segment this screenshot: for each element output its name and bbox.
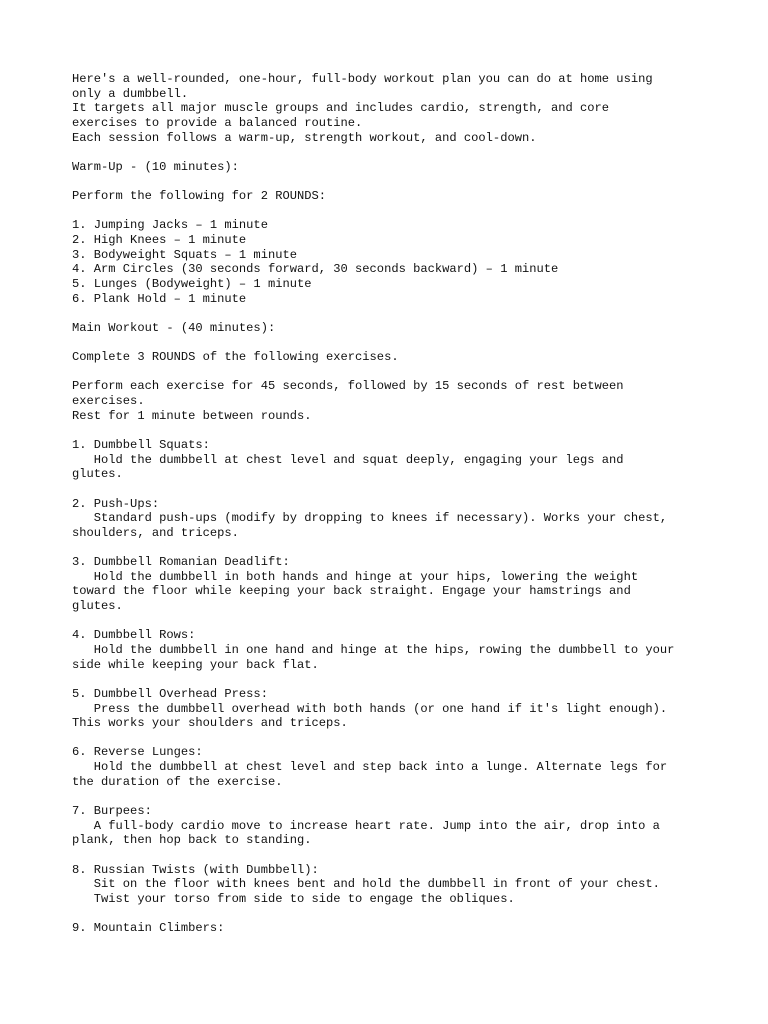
text-line: 6. Plank Hold – 1 minute (72, 291, 247, 306)
blank-line (72, 907, 712, 922)
text-line: Hold the dumbbell at chest level and squat deeply, engaging your legs and (72, 452, 624, 467)
blank-line (72, 306, 712, 321)
text-line: shoulders, and triceps. (72, 525, 239, 540)
text-line: 1. Dumbbell Squats: (72, 438, 210, 453)
blank-line (72, 541, 712, 556)
text-line: Perform the following for 2 ROUNDS: (72, 189, 327, 204)
document-page (72, 72, 712, 936)
text-line: 4. Dumbbell Rows: (72, 628, 196, 643)
text-line: glutes. (72, 599, 123, 614)
text-line: A full-body cardio move to increase heart rate. Jump into the air, drop into a (72, 818, 660, 833)
text-line: 9. Mountain Climbers: (72, 921, 225, 936)
text-line: 2. Push-Ups: (72, 496, 160, 511)
blank-line (72, 174, 712, 189)
text-line: 8. Russian Twists (with Dumbbell): (72, 862, 319, 877)
text-line: Here's a well-rounded, one-hour, full-body workout plan you can do at home using (72, 72, 653, 86)
blank-line (72, 423, 712, 438)
text-line: Perform each exercise for 45 seconds, followed by 15 seconds of rest between (72, 379, 624, 394)
text-line: This works your shoulders and triceps. (72, 716, 348, 731)
text-line: Standard push-ups (modify by dropping to knees if necessary). Works your chest, (72, 511, 668, 526)
blank-line (72, 848, 712, 863)
text-line: glutes. (72, 467, 123, 482)
blank-line (72, 365, 712, 380)
text-line: 3. Dumbbell Romanian Deadlift: (72, 555, 290, 570)
blank-line (72, 731, 712, 746)
text-line: Twist your torso from side to side to engage the obliques. (72, 891, 515, 906)
text-line: 3. Bodyweight Squats – 1 minute (72, 247, 297, 262)
blank-line (72, 336, 712, 351)
text-line: 4. Arm Circles (30 seconds forward, 30 seconds backward) – 1 minute (72, 262, 559, 277)
text-line: Hold the dumbbell in both hands and hinge at your hips, lowering the weight (72, 569, 639, 584)
text-line: Hold the dumbbell at chest level and step back into a lunge. Alternate legs for (72, 760, 668, 775)
text-line: 6. Reverse Lunges: (72, 745, 203, 760)
text-line: Sit on the floor with knees bent and hold the dumbbell in front of your chest. (72, 877, 660, 892)
text-line: plank, then hop back to standing. (72, 833, 312, 848)
text-line: Each session follows a warm-up, strength workout, and cool-down. (72, 130, 537, 145)
text-line: exercises to provide a balanced routine. (72, 115, 363, 130)
text-line: 5. Dumbbell Overhead Press: (72, 686, 268, 701)
blank-line (72, 789, 712, 804)
text-line: Press the dumbbell overhead with both hands (or one hand if it's light enough). (72, 701, 668, 716)
blank-line (72, 482, 712, 497)
text-line: 5. Lunges (Bodyweight) – 1 minute (72, 276, 312, 291)
text-line: It targets all major muscle groups and includes cardio, strength, and core (72, 101, 610, 116)
text-line: Main Workout - (40 minutes): (72, 320, 276, 335)
text-line: 1. Jumping Jacks – 1 minute (72, 218, 268, 233)
text-line: 2. High Knees – 1 minute (72, 233, 247, 248)
text-line: Warm-Up - (10 minutes): (72, 159, 239, 174)
text-line: Complete 3 ROUNDS of the following exercises. (72, 350, 399, 365)
text-line: 7. Burpees: (72, 804, 152, 819)
blank-line (72, 672, 712, 687)
text-line: only a dumbbell. (72, 86, 189, 101)
text-line: Rest for 1 minute between rounds. (72, 408, 312, 423)
text-line: toward the floor while keeping your back straight. Engage your hamstrings and (72, 584, 631, 599)
text-line: side while keeping your back flat. (72, 657, 319, 672)
blank-line (72, 204, 712, 219)
text-line: exercises. (72, 394, 145, 409)
text-line: Hold the dumbbell in one hand and hinge at the hips, rowing the dumbbell to your (72, 642, 675, 657)
blank-line (72, 614, 712, 629)
blank-line (72, 145, 712, 160)
text-line: the duration of the exercise. (72, 774, 283, 789)
